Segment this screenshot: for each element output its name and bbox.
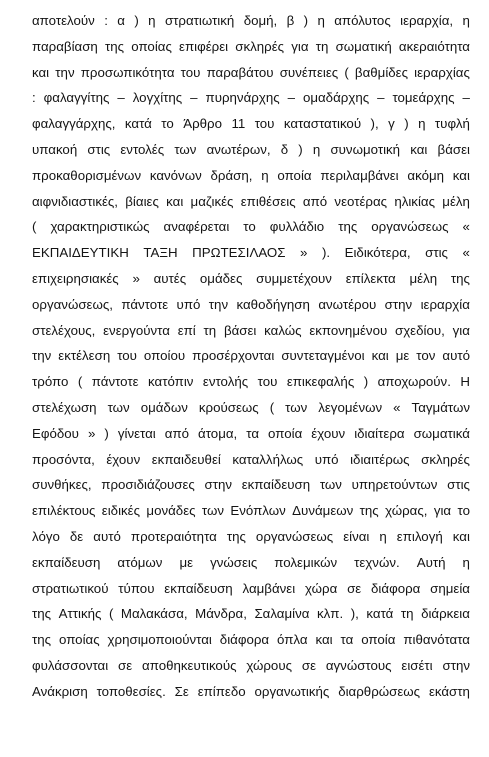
text-line: φυλάσσονται σε αποθηκευτικούς χώρους σε αγνώστους εισέτι στην — [32, 657, 470, 673]
text-line: υπακοή στις εντολές των ανωτέρων, δ ) η συνωμοτική και βάσει — [32, 141, 470, 157]
text-line: Ανάκριση τοποθεσίες. Σε επίπεδο οργανωτικής διαρθρώσεως εκάστη — [32, 683, 470, 699]
text-line: προσόντα, έχουν εκπαιδευθεί καταλλήλως υπό ιδιαιτέρως σκληρές — [32, 451, 470, 467]
text-line: την εκτέλεση του οποίου προσέρχονται συντεταγμένοι και με τον αυτό — [32, 348, 470, 364]
text-line: στελέχωση των ομάδων κρούσεως ( των λεγομένων « Ταγμάτων — [32, 399, 470, 415]
text-line: Εφόδου » ) γίνεται από άτομα, τα οποία έχουν ιδιαίτερα σωματικά — [32, 425, 470, 441]
text-line: προκαθορισμένων κανόνων δράση, η οποία περιλαμβάνει ακόμη και — [32, 167, 470, 183]
text-line: εκπαίδευση ατόμων με γνώσεις πολεμικών τεχνών. Αυτή η — [32, 554, 470, 570]
text-line: φαλαγγάρχης, κατά το Άρθρο 11 του καταστατικού ), γ ) η τυφλή — [32, 116, 470, 132]
text-line: στελέχους, ενεργούντα επί τη βάσει καλώς εκπονημένου σχεδίου, για — [32, 322, 470, 338]
text-line: ( χαρακτηριστικώς αναφέρεται το φυλλάδιο της οργανώσεως « — [32, 219, 470, 235]
text-line: επιλέκτους ειδικές μονάδες των Ενόπλων Δυνάμεων της χώρας, για το — [32, 503, 470, 519]
text-line: αιφνιδιαστικές, βίαιες και μαζικές επιθέσεις από νεοτέρας ηλικίας μέλη — [32, 193, 470, 209]
text-line: ΕΚΠΑΙΔΕΥΤΙΚΗ ΤΑΞΗ ΠΡΩΤΕΣΙΛΑΟΣ » ). Ειδικότερα, στις « — [32, 245, 470, 261]
text-line: επιχειρησιακές » αυτές ομάδες συμμετέχουν επίλεκτα μέλη της — [32, 270, 470, 286]
text-line: στρατιωτικού τύπου εκπαίδευση λαμβάνει χώρα σε διάφορα σημεία — [32, 580, 470, 596]
text-line: και την προσωπικότητα του παραβάτου συνέπειες ( βαθμίδες ιεραρχίας — [32, 64, 470, 80]
text-line: τρόπο ( πάντοτε κατόπιν εντολής του επικεφαλής ) αποχωρούν. Η — [32, 374, 470, 390]
text-line: συνθήκες, προσιδιάζουσες στην εκπαίδευση των υπηρετούντων στις — [32, 477, 470, 493]
text-line: : φαλαγγίτης – λογχίτης – πυρηνάρχης – ομαδάρχης – τομεάρχης – — [32, 90, 470, 106]
text-line: αποτελούν : α ) η στρατιωτική δομή, β ) η απόλυτος ιεραρχία, η — [32, 13, 470, 28]
text-line: παραβίαση της οποίας επιφέρει σκληρές για τη σωματική ακεραιότητα — [32, 38, 470, 54]
text-line: της Αττικής ( Μαλακάσα, Μάνδρα, Σαλαμίνα κλπ. ), κατά τη διάρκεια — [32, 606, 470, 622]
text-line: οργανώσεως, πάντοτε υπό την καθοδήγηση ανωτέρου στην ιεραρχία — [32, 296, 470, 312]
text-line: λόγο δε αυτό προτεραιότητα της οργανώσεως είναι η επιλογή και — [32, 528, 470, 544]
text-line: της οποίας χρησιμοποιούνται διάφορα όπλα και τα οποία πιθανότατα — [32, 632, 470, 648]
document-page — [32, 8, 470, 705]
